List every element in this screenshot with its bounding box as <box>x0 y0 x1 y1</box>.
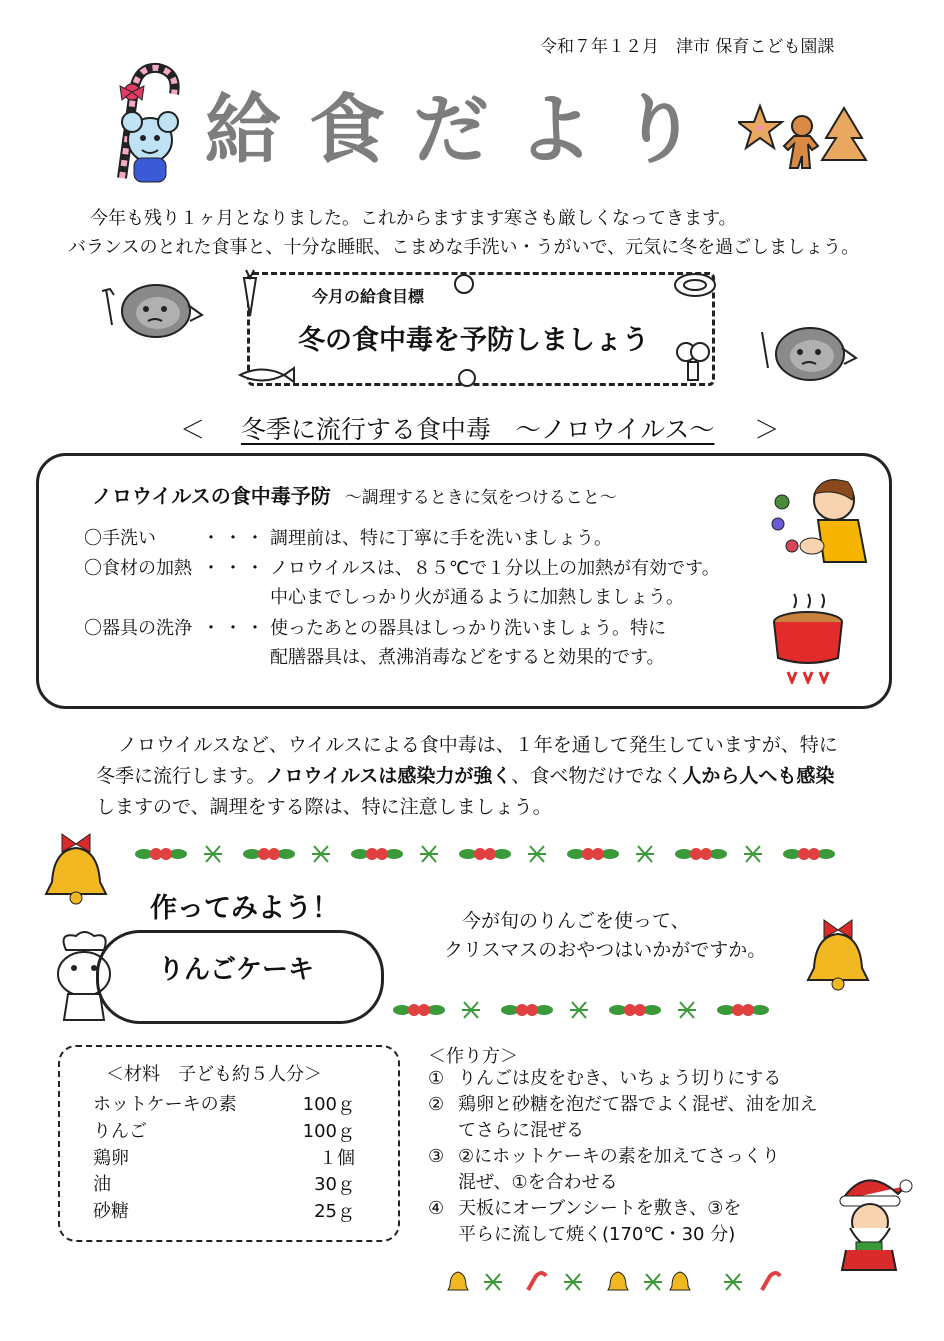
norovirus-note-emphasis: 人から人へも感染 <box>682 765 835 787</box>
step-text: 平らに流して焼く(170℃・30 分) <box>458 1224 736 1245</box>
holly-garland-top <box>134 842 846 866</box>
ingredient-name: 鶏卵 <box>93 1148 129 1169</box>
gingerbread-cookies-illustration <box>738 98 868 178</box>
ingredient-amount: １個 <box>319 1148 355 1169</box>
intro-line-1: 今年も残り１ヶ月となりました。これからますます寒さも厳しくなってきます。 <box>90 208 737 229</box>
section-bracket-right: ＞ <box>754 415 780 444</box>
holly-garland-middle <box>392 998 782 1022</box>
monthly-goal-text: 冬の食中毒を予防しましょう <box>298 325 649 356</box>
step-text: ②にホットケーキの素を加えてさっくり <box>458 1146 780 1167</box>
section-title <box>180 410 779 446</box>
prevention-item-dots: ・・・ <box>202 528 268 549</box>
ingredient-row <box>93 1146 355 1172</box>
norovirus-note-line-2 <box>96 761 838 792</box>
boy-washing-hands-illustration <box>762 472 872 564</box>
recipe-intro-line-1: 今が旬のりんごを使って、 <box>462 910 690 932</box>
norovirus-note-emphasis: ノロウイルスは感染力が強く <box>265 765 512 787</box>
prevention-heading <box>92 480 617 509</box>
meat-icon <box>672 270 718 300</box>
section-title-text: 冬季に流行する食中毒 ～ノロウイルス～ <box>240 415 715 444</box>
steps-title: ＜作り方＞ <box>428 1046 518 1067</box>
recipe-intro <box>444 907 766 965</box>
prevention-item-line: 中心までしっかり火が通るように加熱しましょう。 <box>270 587 684 608</box>
section-bracket-left: ＜ <box>180 415 206 444</box>
christmas-ornament-row <box>446 1268 790 1296</box>
prevention-item-key: 〇食材の加熱 <box>84 558 192 579</box>
step-number: ① <box>428 1068 445 1089</box>
step-text: 天板にオーブンシートを敷き、③を <box>458 1198 742 1219</box>
ingredient-name: 砂糖 <box>93 1201 129 1222</box>
norovirus-note-text: 冬季に流行します。 <box>96 765 266 787</box>
monthly-goal-label: 今月の給食目標 <box>312 287 425 306</box>
prevention-item-dots: ・・・ <box>202 618 268 639</box>
page-title: 給食だより <box>205 85 725 174</box>
boiling-pot-illustration <box>768 592 852 684</box>
ingredient-name: ホットケーキの素 <box>93 1094 237 1115</box>
carrot-icon <box>236 268 264 320</box>
recipe-heading: 作ってみよう！ <box>150 893 339 924</box>
prevention-item-line: 配膳器具は、煮沸消毒などをすると効果的です。 <box>270 647 665 668</box>
step-text: りんごは皮をむき、いちょう切りにする <box>458 1068 782 1089</box>
norovirus-note-text: 、食べ物だけでなく <box>511 765 683 787</box>
ingredient-amount: 30ｇ <box>314 1174 355 1195</box>
step-text: 混ぜ、①を合わせる <box>458 1172 618 1193</box>
recipe-step <box>428 1144 780 1196</box>
santa-claus-illustration <box>826 1164 914 1274</box>
ingredients-title: ＜材料 子ども約５人分＞ <box>106 1064 322 1085</box>
step-text: 鶏卵と砂糖を泡だて器でよく混ぜ、油を加え <box>458 1094 818 1115</box>
broccoli-icon <box>672 338 714 384</box>
ingredient-amount: 25ｇ <box>314 1201 355 1222</box>
ingredient-row <box>93 1092 355 1118</box>
recipe-step <box>428 1066 781 1092</box>
norovirus-note-line-3: しますので、調理をする際は、特に注意しましょう。 <box>96 796 552 818</box>
ingredient-row <box>93 1119 355 1145</box>
virus-character-left <box>98 275 208 345</box>
ingredient-name: 油 <box>93 1174 111 1195</box>
prevention-item-line: 使ったあとの器具はしっかり洗いましょう。特に <box>270 618 666 639</box>
ingredient-amount: 100ｇ <box>302 1121 355 1142</box>
intro-line-2: バランスのとれた食事と、十分な睡眠、こまめな手洗い・うがいで、元気に冬を過ごしましょう。 <box>68 237 860 258</box>
recipe-intro-line-2: クリスマスのおやつはいかがですか。 <box>444 939 767 961</box>
ingredient-amount: 100ｇ <box>302 1094 355 1115</box>
prevention-item-key: 〇器具の洗浄 <box>84 618 192 639</box>
fish-icon <box>236 364 296 386</box>
ingredient-name: りんご <box>93 1121 147 1142</box>
prevention-subheading: ～調理するときに気をつけること～ <box>344 488 617 508</box>
christmas-bell-icon <box>40 824 112 908</box>
step-number: ③ <box>428 1146 445 1167</box>
tomato-icon <box>456 366 478 388</box>
prevention-item-line: ノロウイルスは、８５℃で１分以上の加熱が有効です。 <box>270 558 720 579</box>
step-number: ② <box>428 1094 445 1115</box>
onion-icon <box>450 270 478 294</box>
ingredient-row <box>93 1172 355 1198</box>
virus-character-right <box>752 318 862 388</box>
header-date: 令和７年１２月 津市 保育こども園課 <box>540 37 835 57</box>
prevention-item-key: 〇手洗い <box>84 528 156 549</box>
prevention-heading-text: ノロウイルスの食中毒予防 <box>92 484 331 508</box>
christmas-bell-icon <box>802 910 874 994</box>
norovirus-note-line-1: ノロウイルスなど、ウイルスによる食中毒は、１年を通して発生していますが、特に <box>118 734 838 756</box>
recipe-step <box>428 1196 741 1248</box>
prevention-item-heating <box>84 554 720 612</box>
ingredient-row <box>93 1199 355 1225</box>
step-number: ④ <box>428 1198 445 1219</box>
mouse-candy-cane-illustration <box>92 60 192 190</box>
prevention-item-washing <box>84 614 666 672</box>
norovirus-note <box>96 730 838 823</box>
recipe-step <box>428 1092 817 1144</box>
prevention-item-dots: ・・・ <box>202 558 268 579</box>
intro-text <box>68 204 859 262</box>
step-text: てさらに混ぜる <box>458 1120 584 1141</box>
prevention-item-handwashing <box>84 524 612 553</box>
recipe-name: りんごケーキ <box>158 955 315 985</box>
prevention-item-line: 調理前は、特に丁寧に手を洗いましょう。 <box>270 528 612 549</box>
